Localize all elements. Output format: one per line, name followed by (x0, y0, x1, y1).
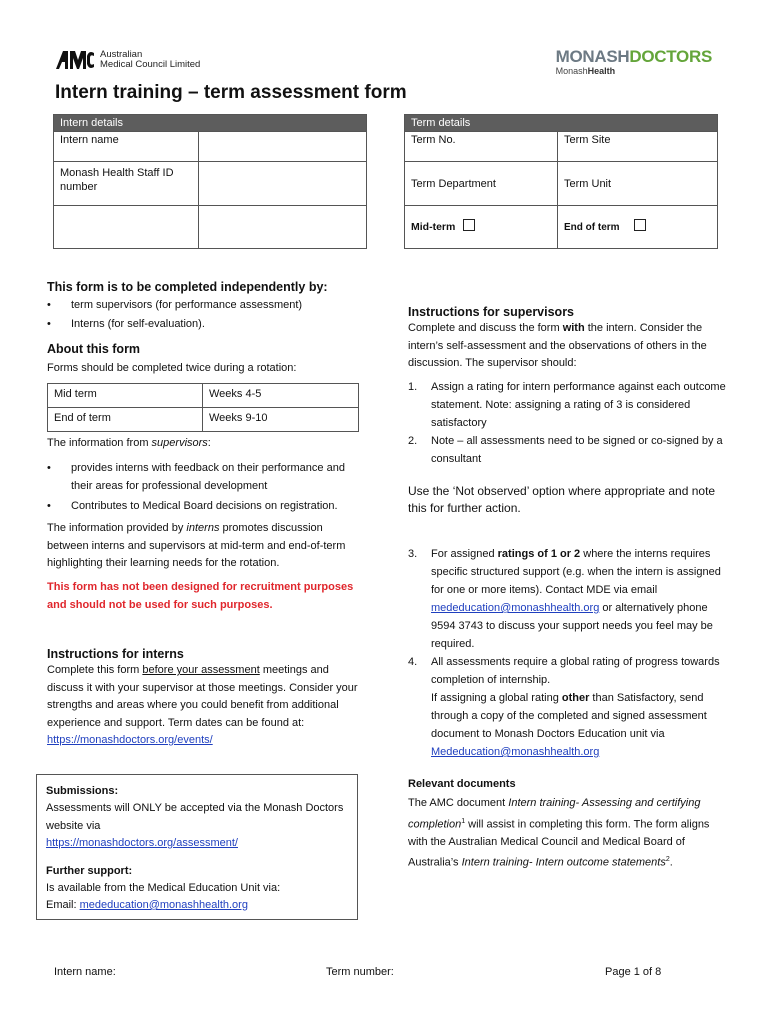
mid-term-label: Mid-term (411, 220, 456, 233)
events-link[interactable]: https://monashdoctors.org/events/ (47, 734, 213, 746)
supervisor-steps-1 (408, 378, 726, 468)
supervisor-info-list (47, 459, 367, 515)
end-of-term-cell (558, 206, 718, 249)
about-heading: About this form (47, 342, 141, 356)
end-of-term-label: End of term (564, 221, 620, 233)
about-intro: Forms should be completed twice during a rotation: (47, 362, 297, 374)
support-email-link[interactable]: mededucation@monashhealth.org (79, 899, 248, 911)
term-no-label[interactable]: Term No. (405, 132, 558, 162)
list-item: 4. All assessments require a global rating of progress towards completion of internship. If assigning a global rating other than Satisfactory, send through a copy of the completed and signed assessment document to Monash Doctors Education unit via Mededucation@monashhealth.org (408, 656, 720, 758)
term-unit-label[interactable]: Term Unit (558, 162, 718, 206)
list-item: • provides interns with feedback on their performance and their areas for professional development (47, 459, 367, 495)
intern-details-heading: Intern details (54, 115, 367, 132)
supervisors-instructions-heading: Instructions for supervisors (408, 305, 575, 319)
term-site-label[interactable]: Term Site (558, 132, 718, 162)
list-item: • Interns (for self-evaluation). (47, 315, 367, 334)
term-details-table (404, 114, 718, 249)
term-details-heading: Term details (405, 115, 718, 132)
mid-term-cell (405, 206, 558, 249)
list-item: • Contributes to Medical Board decisions on registration. (47, 497, 367, 515)
table-cell: Weeks 4-5 (203, 384, 359, 408)
submissions-box (36, 774, 358, 920)
footer-intern-name: Intern name: (54, 966, 116, 978)
mid-term-checkbox[interactable] (463, 219, 475, 231)
supervisor-steps-2 (408, 545, 726, 761)
end-of-term-checkbox[interactable] (634, 219, 646, 231)
relevant-heading: Relevant documents (408, 778, 516, 790)
submissions-text: Assessments will ONLY be accepted via the Monash Doctors website via (46, 802, 344, 832)
mde-email-link[interactable]: mededucation@monashhealth.org (431, 602, 600, 614)
amc-logo-icon (56, 50, 94, 70)
interns-info: The information provided by interns promotes discussion between interns and supervisors at mid-term and end-of-term highlighting their learning needs for the rotation. (47, 522, 346, 569)
amc-logo (56, 50, 200, 70)
interns-instructions-heading: Instructions for interns (47, 647, 184, 661)
staff-id-label: Monash Health Staff ID number (54, 162, 199, 206)
intern-blank-field[interactable] (199, 206, 367, 249)
page-number: Page 1 of 8 (605, 966, 662, 978)
footer-term-number: Term number: (326, 966, 394, 978)
table-cell: End of term (48, 408, 203, 432)
term-department-label[interactable]: Term Department (405, 162, 558, 206)
recruitment-warning: This form has not been designed for recruitment purposes and should not be used for such purposes. (47, 581, 354, 611)
table-cell: Mid term (48, 384, 203, 408)
rotation-table (47, 383, 359, 432)
support-email-line: Email: mededucation@monashhealth.org (46, 899, 248, 911)
support-text: Is available from the Medical Education Unit via: (46, 881, 281, 894)
list-item: • term supervisors (for performance assessment) (47, 296, 367, 315)
completion-heading: This form is to be completed independently by: (47, 280, 328, 294)
intern-blank-cell[interactable] (54, 206, 199, 249)
supervisors-info: The information from supervisors: (47, 437, 211, 449)
education-email-link[interactable]: Mededucation@monashhealth.org (431, 746, 600, 758)
staff-id-field[interactable] (199, 162, 367, 206)
interns-instructions-text: Complete this form before your assessment meetings and discuss it with your supervisor at those meetings. Consider your strengths and areas where you could benefit from additional experience and support. Term dates can be found at: https://monashdoctors.org/events/ (47, 664, 358, 746)
monash-doctors-logo: MONASHDOCTORS MonashHealth (555, 47, 712, 76)
supervisors-instructions-text: Complete and discuss the form with the intern. Consider the intern’s self-assessment and the observations of others in the discussion. The supervisor should: (408, 322, 707, 369)
list-item: 3. For assigned ratings of 1 or 2 where the interns requires specific structured support (e.g. when the intern is assigned for one or more items). Contact MDE via email mededucation@monashhealth.org or alternatively phone 9594 3743 to discuss your support needs you feel may be required. (408, 548, 721, 650)
amc-logo-text: Australian Medical Council Limited (100, 49, 201, 70)
submissions-heading: Submissions: (46, 785, 119, 797)
intern-name-field[interactable] (199, 132, 367, 162)
assessment-link[interactable]: https://monashdoctors.org/assessment/ (46, 837, 238, 849)
not-observed-note: Use the ‘Not observed’ option where appropriate and note this for further action. (408, 484, 716, 515)
list-item: 1. Assign a rating for intern performance against each outcome statement. Note: assigning a rating of 3 is considered satisfactory (408, 381, 726, 429)
list-item: 2. Note – all assessments need to be signed or co-signed by a consultant (408, 435, 723, 465)
relevant-text: The AMC document Intern training- Assessing and certifying completion$^1$ will assist in completing this form. The form aligns with the Australian Medical Council and Medical Board of Australia’s Intern training- Intern outcome statements$^2$. (408, 797, 710, 869)
table-cell: Weeks 9-10 (203, 408, 359, 432)
page-title: Intern training – term assessment form (55, 82, 407, 103)
completion-list (47, 296, 367, 334)
support-heading: Further support: (46, 864, 133, 877)
intern-details-table (53, 114, 367, 249)
intern-name-label: Intern name (54, 132, 199, 162)
